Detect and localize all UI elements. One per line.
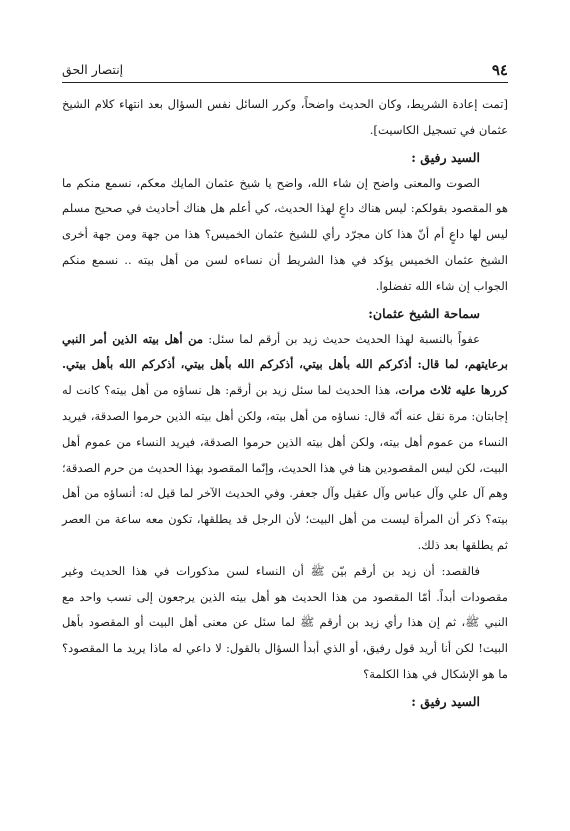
- conclusion-paragraph: فالقصد: أن زيد بن أرقم بيّن ﷺ أن النساء لسن مذكورات في هذا الحديث وغير مقصودات أبداً. أمّا المقصود من هذا الحديث هو أهل بيته الذين يرجعون إلى نسب واحد مع النبي ﷺ، ثم إن هذا رأي زيد بن أرقم ﷺ لما سئل عن معنى أهل البيت أو المقصود بأهل البيت! لكن أنا أريد قول رفيق، أو الذي أبدأ السؤال بالقول: لا داعي له ماذا يريد ما المقصود؟ ما هو الإشكال في هذا الكلمة؟: [62, 563, 509, 681]
- hadith-quote-bold: من أهل بيته الذين أمر النبي برعايتهم، لما قال: أذكركم الله بأهل بيتي، أذكركم الله بأهل بيتي، أذكركم الله بأهل بيتي. كررها عليه ثلاث مرات: [62, 331, 508, 398]
- speaker-label-othman: سماحة الشيخ عثمان:: [368, 305, 480, 321]
- speaker-label-rafiq: السيد رفيق :: [411, 149, 480, 165]
- answer-intro-text: عفواً بالنسبة لهذا الحديث حديث زيد بن أرقم لما سئل:: [203, 331, 480, 346]
- page-body: [62, 92, 508, 715]
- othman-answer-paragraph: [62, 327, 508, 559]
- page-number: ٩٤: [491, 61, 508, 79]
- page-header: [62, 60, 508, 83]
- answer-body-text: ، هذا الحديث لما سئل زيد بن أرقم: هل نساؤه من أهل بيته؟ كانت له إجابتان: مرة نقل عنه أنّه قال: نساؤه من أهل بيته، ولكن أهل بيته الذين حرموا الصدقة، فيريد النساء من عموم أهل بيته، ولكن أهل بيته الذين حرموا الصدقة، فيريد النساء من عموم أهل البيت، لكن ليس المقصودين هنا في هذا الحديث، وإنّما المقصود بهذا الحديث من حرم الصدقة؛ وهم آل علي وآل عباس وآل عقيل وآل جعفر. وفي الحديث الآخر لما قيل له: أنساؤه من أهل بيته؟ ذكر أن المرأة ليست من أهل البيت؛ لأن الرجل قد يطلقها، تكون معه ساعة من العصر ثم يطلقها بعد ذلك.: [62, 383, 508, 552]
- running-title: إنتصار الحق: [62, 62, 124, 77]
- speaker-label-rafiq-2: السيد رفيق :: [411, 693, 480, 709]
- rafiq-question-paragraph: الصوت والمعنى واضح إن شاء الله، واضح يا شيخ عثمان المايك معكم، نسمع منكم ما هو المقصود بقولكم: ليس هناك داعٍ لهذا الحديث، كي أعلم هل هناك أحاديث في صحيح مسلم ليس لها داعٍ أم أنّ هذا كان مجرّد رأي للشيخ عثمان الخميس؟ هذا من جهة ومن جهة أخرى الشيخ عثمان الخميس يؤكد في هذا الشريط أن نساءه لسن من أهل بيته .. نسمع منكم الجواب إن شاء الله تفضلوا.: [62, 175, 508, 293]
- bracketed-note-paragraph: [تمت إعادة الشريط، وكان الحديث واضحاً، وكرر السائل نفس السؤال بعد انتهاء كلام الشيخ عثمان في تسجيل الكاسيت].: [62, 97, 508, 137]
